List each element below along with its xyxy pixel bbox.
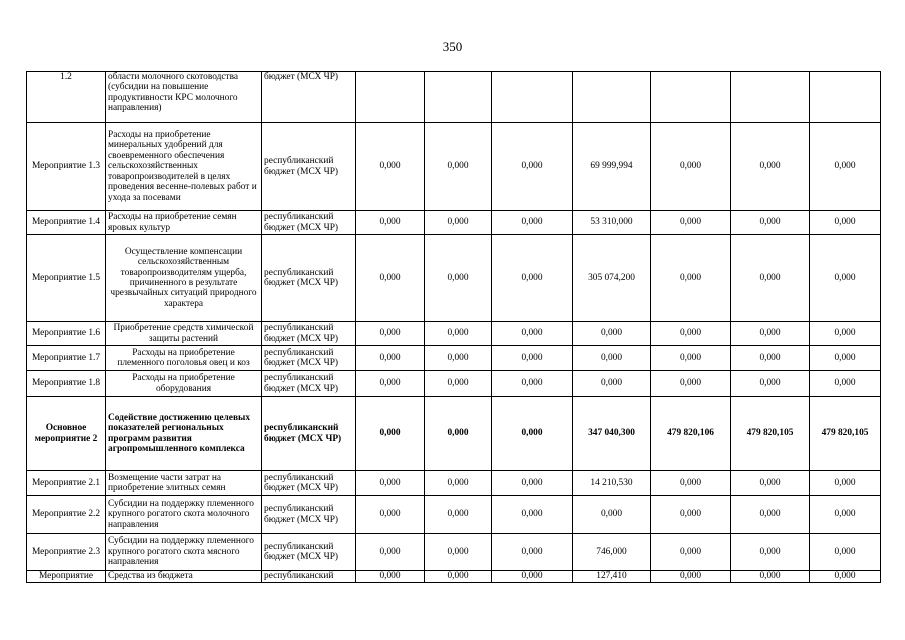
table-row: [27, 322, 881, 346]
cell-amount: 0,000: [731, 371, 810, 397]
cell-funding-source: республиканский бюджет (МСХ ЧР): [262, 235, 356, 322]
cell-amount: 0,000: [651, 534, 731, 571]
cell-amount: 0,000: [731, 571, 810, 583]
cell-amount: 0,000: [356, 471, 425, 496]
table-row: [27, 346, 881, 371]
cell-amount: 0,000: [356, 211, 425, 235]
cell-amount: 0,000: [425, 123, 492, 211]
cell-amount: 0,000: [731, 322, 810, 346]
cell-measure-id: Мероприятие 1.8: [27, 371, 106, 397]
cell-amount: 0,000: [492, 471, 573, 496]
cell-funding-source: республиканский бюджет (МСХ ЧР): [262, 534, 356, 571]
cell-amount: 0,000: [651, 371, 731, 397]
cell-description: Субсидии на поддержку племенного крупного рогатого скота мясного направления: [106, 534, 262, 571]
cell-amount: 0,000: [731, 123, 810, 211]
cell-amount: 0,000: [810, 471, 881, 496]
cell-amount: 0,000: [425, 371, 492, 397]
cell-amount: 0,000: [425, 471, 492, 496]
table-row: [27, 123, 881, 211]
cell-measure-id: Мероприятие 2.1: [27, 471, 106, 496]
budget-table: [26, 71, 881, 583]
table-row: [27, 496, 881, 534]
cell-amount: 0,000: [356, 371, 425, 397]
cell-amount: 0,000: [425, 534, 492, 571]
table-row: [27, 211, 881, 235]
cell-amount: 127,410: [573, 571, 651, 583]
cell-amount: 746,000: [573, 534, 651, 571]
cell-description: Расходы на приобретение племенного поголовья овец и коз: [106, 346, 262, 371]
table-row: [27, 534, 881, 571]
cell-amount: 0,000: [573, 371, 651, 397]
cell-amount: 14 210,530: [573, 471, 651, 496]
cell-amount: 0,000: [731, 211, 810, 235]
cell-amount: 0,000: [651, 346, 731, 371]
table-row: [27, 371, 881, 397]
cell-amount: 0,000: [425, 346, 492, 371]
cell-amount: 479 820,106: [651, 397, 731, 471]
cell-amount: 0,000: [810, 496, 881, 534]
cell-amount: 0,000: [356, 235, 425, 322]
cell-amount: 0,000: [651, 211, 731, 235]
cell-amount: 0,000: [810, 371, 881, 397]
cell-amount: 0,000: [425, 211, 492, 235]
cell-amount: 0,000: [356, 496, 425, 534]
cell-amount: 53 310,000: [573, 211, 651, 235]
cell-amount: [425, 72, 492, 123]
cell-amount: 479 820,105: [731, 397, 810, 471]
cell-amount: 0,000: [573, 322, 651, 346]
cell-measure-id: Мероприятие 2.2: [27, 496, 106, 534]
cell-amount: [356, 72, 425, 123]
cell-amount: 0,000: [492, 211, 573, 235]
cell-amount: [731, 72, 810, 123]
cell-amount: 0,000: [651, 322, 731, 346]
cell-amount: [810, 72, 881, 123]
cell-amount: 0,000: [492, 534, 573, 571]
cell-measure-id: Мероприятие 1.3: [27, 123, 106, 211]
table-row: [27, 72, 881, 123]
cell-amount: 0,000: [810, 571, 881, 583]
cell-amount: 0,000: [492, 346, 573, 371]
table-row: [27, 397, 881, 471]
cell-amount: 0,000: [810, 211, 881, 235]
cell-amount: 0,000: [731, 235, 810, 322]
cell-amount: 0,000: [731, 346, 810, 371]
cell-measure-id: Мероприятие 1.4: [27, 211, 106, 235]
cell-funding-source: республиканский бюджет (МСХ ЧР): [262, 496, 356, 534]
cell-funding-source: бюджет (МСХ ЧР): [262, 72, 356, 123]
cell-amount: 305 074,200: [573, 235, 651, 322]
cell-amount: 0,000: [810, 534, 881, 571]
cell-funding-source: республиканский бюджет (МСХ ЧР): [262, 211, 356, 235]
cell-description: Расходы на приобретение оборудования: [106, 371, 262, 397]
cell-measure-id: Основное мероприятие 2: [27, 397, 106, 471]
cell-amount: 0,000: [492, 235, 573, 322]
cell-amount: [573, 72, 651, 123]
cell-measure-id: Мероприятие 2.3: [27, 534, 106, 571]
cell-description: области молочного скотоводства (субсидии на повышение продуктивности КРС молочного направления): [106, 72, 262, 123]
cell-description: Средства из бюджета: [106, 571, 262, 583]
cell-description: Возмещение части затрат на приобретение элитных семян: [106, 471, 262, 496]
cell-funding-source: республиканский бюджет (МСХ ЧР): [262, 123, 356, 211]
table-row: [27, 235, 881, 322]
cell-amount: [492, 72, 573, 123]
cell-amount: 0,000: [356, 397, 425, 471]
cell-amount: 69 999,994: [573, 123, 651, 211]
cell-amount: 0,000: [810, 123, 881, 211]
cell-amount: 0,000: [573, 496, 651, 534]
cell-amount: 0,000: [425, 397, 492, 471]
cell-amount: 0,000: [356, 346, 425, 371]
cell-funding-source: республиканский бюджет (МСХ ЧР): [262, 346, 356, 371]
cell-amount: 0,000: [651, 235, 731, 322]
cell-amount: 0,000: [492, 397, 573, 471]
cell-amount: 0,000: [425, 235, 492, 322]
cell-funding-source: республиканский бюджет (МСХ ЧР): [262, 371, 356, 397]
page-number: 350: [442, 39, 463, 54]
cell-measure-id: Мероприятие 1.6: [27, 322, 106, 346]
cell-funding-source: республиканский бюджет (МСХ ЧР): [262, 471, 356, 496]
cell-description: Расходы на приобретение минеральных удобрений для своевременного обеспечения сельскохозяйственных товаропроизводителей в целях проведения весенне-полевых работ и ухода за посевами: [106, 123, 262, 211]
cell-measure-id: Мероприятие 1.7: [27, 346, 106, 371]
cell-amount: 0,000: [810, 322, 881, 346]
cell-amount: 0,000: [651, 571, 731, 583]
cell-amount: 347 040,300: [573, 397, 651, 471]
cell-amount: 0,000: [356, 534, 425, 571]
cell-amount: 0,000: [356, 123, 425, 211]
cell-amount: 0,000: [731, 496, 810, 534]
cell-amount: 0,000: [492, 496, 573, 534]
cell-amount: 0,000: [425, 571, 492, 583]
cell-amount: 0,000: [810, 346, 881, 371]
cell-amount: 0,000: [492, 571, 573, 583]
cell-funding-source: республиканский: [262, 571, 356, 583]
cell-amount: 0,000: [651, 123, 731, 211]
cell-amount: 0,000: [810, 235, 881, 322]
cell-amount: 479 820,105: [810, 397, 881, 471]
cell-description: Субсидии на поддержку племенного крупного рогатого скота молочного направления: [106, 496, 262, 534]
cell-measure-id: Мероприятие 1.5: [27, 235, 106, 322]
cell-amount: 0,000: [492, 123, 573, 211]
cell-amount: [651, 72, 731, 123]
cell-amount: 0,000: [731, 471, 810, 496]
cell-amount: 0,000: [425, 322, 492, 346]
cell-description: Осуществление компенсации сельскохозяйственным товаропроизводителям ущерба, причиненного в результате чрезвычайных ситуаций природного характера: [106, 235, 262, 322]
cell-description: Приобретение средств химической защиты растений: [106, 322, 262, 346]
cell-amount: 0,000: [492, 322, 573, 346]
table-row: [27, 471, 881, 496]
cell-funding-source: республиканский бюджет (МСХ ЧР): [262, 397, 356, 471]
cell-amount: 0,000: [731, 534, 810, 571]
cell-amount: 0,000: [356, 571, 425, 583]
cell-amount: 0,000: [651, 496, 731, 534]
cell-measure-id: 1.2: [27, 72, 106, 123]
cell-amount: 0,000: [651, 471, 731, 496]
cell-amount: 0,000: [492, 371, 573, 397]
cell-amount: 0,000: [573, 346, 651, 371]
table-row: [27, 571, 881, 583]
cell-description: Расходы на приобретение семян яровых культур: [106, 211, 262, 235]
cell-funding-source: республиканский бюджет (МСХ ЧР): [262, 322, 356, 346]
cell-measure-id: Мероприятие: [27, 571, 106, 583]
cell-amount: 0,000: [425, 496, 492, 534]
cell-amount: 0,000: [356, 322, 425, 346]
cell-description: Содействие достижению целевых показателей региональных программ развития агропромышленного комплекса: [106, 397, 262, 471]
